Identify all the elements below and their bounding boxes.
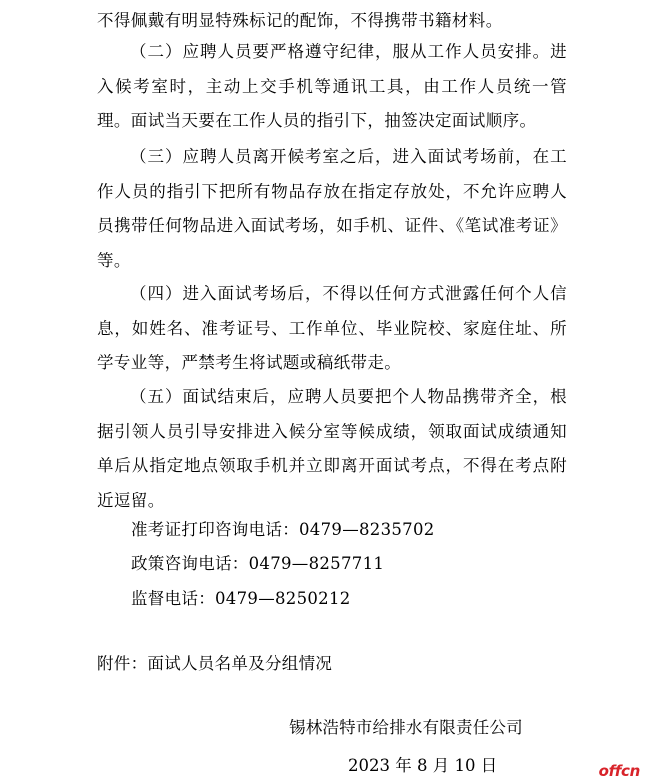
paragraph-item-5: （五）面试结束后，应聘人员要把个人物品携带齐全，根据引领人员引导安排进入候分室等候成绩，领取面试成绩通知单后从指定地点领取手机并立即离开面试考点，不得在考点附近逗留。 (97, 387, 567, 511)
paragraph-item-4: （四）进入面试考场后，不得以任何方式泄露任何个人信息，如姓名、准考证号、工作单位、毕业院校、家庭住址、所学专业等，严禁考生将试题或稿纸带走。 (97, 284, 567, 373)
signature-date: 2023 年 8 月 10 日 (348, 756, 498, 775)
offcn-watermark-logo: offcn (598, 762, 640, 780)
contact-line-policy: 政策咨询电话：0479—8257711 (131, 554, 385, 573)
paragraph-continuation: 不得佩戴有明显特殊标记的配饰，不得携带书籍材料。 (97, 11, 503, 30)
paragraph-item-2: （二）应聘人员要严格遵守纪律，服从工作人员安排。进入候考室时，主动上交手机等通讯工具，由工作人员统一管理。面试当天要在工作人员的指引下，抽签决定面试顺序。 (97, 42, 567, 131)
attachment-line: 附件：面试人员名单及分组情况 (97, 654, 333, 673)
contact-line-admission-ticket: 准考证打印咨询电话：0479—8235702 (131, 520, 435, 539)
company-signature: 锡林浩特市给排水有限责任公司 (289, 718, 523, 737)
contact-line-supervision: 监督电话：0479—8250212 (131, 589, 351, 608)
paragraph-item-3: （三）应聘人员离开候考室之后，进入面试考场前，在工作人员的指引下把所有物品存放在指定存放处，不允许应聘人员携带任何物品进入面试考场，如手机、证件、《笔试准考证》等。 (97, 147, 567, 271)
